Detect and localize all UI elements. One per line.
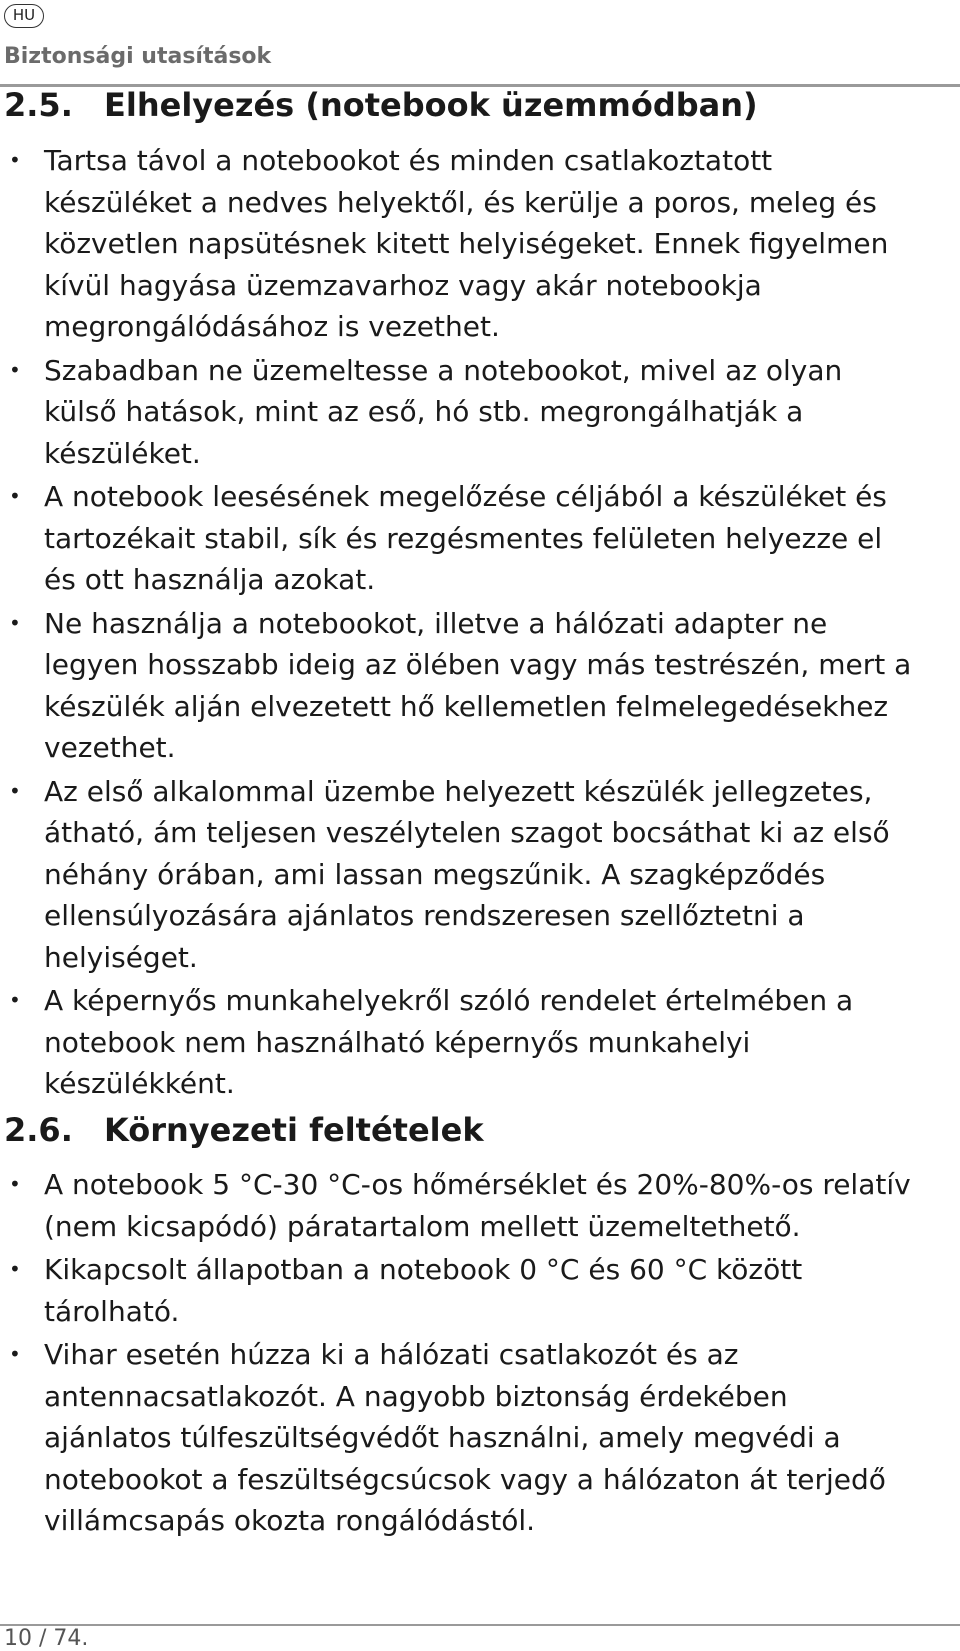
list-item <box>0 980 960 1105</box>
list-item <box>0 771 960 979</box>
header-title: Biztonsági utasítások <box>4 44 272 69</box>
list-item-text: Az első alkalommal üzembe helyezett készülék jellegzetes, átható, ám teljesen veszélytelen szagot bocsáthat ki az első néhány órában, ami lassan megszűnik. A szagképződés ellensúlyozására ajánlatos rendszeresen szellőztetni a helyiséget. <box>44 774 890 974</box>
bullet-icon: • <box>9 610 21 635</box>
list-item-text: Szabadban ne üzemeltesse a notebookot, mivel az olyan külső hatások, mint az eső, hó stb. megrongálhatják a készüléket. <box>44 353 843 470</box>
bullet-icon: • <box>9 778 21 803</box>
bullet-icon: • <box>9 988 21 1012</box>
section-title: Környezeti feltételek <box>104 1111 484 1149</box>
bullet-icon: • <box>9 1172 21 1196</box>
list-item <box>0 1334 960 1542</box>
section-heading-environment <box>4 1111 484 1149</box>
list-item-text: Vihar esetén húzza ki a hálózati csatlakozót és az antennacsatlakozót. A nagyobb biztonság érdekében ajánlatos túlfeszültségvédőt használni, amely megvédi a notebookot a feszültségcsúcsok vagy a hálózaton át terjedő villámcsapás okozta rongálódástól. <box>44 1338 886 1537</box>
list-item <box>0 603 960 769</box>
bullet-icon: • <box>9 1342 21 1366</box>
placement-bullet-list <box>0 140 960 1107</box>
bullet-icon: • <box>9 1257 21 1281</box>
section-number: 2.5. <box>4 86 73 124</box>
list-item-text: A notebook leesésének megelőzése céljából a készüléket és tartozékait stabil, sík és rezgésmentes felületen helyezze el és ott használja azokat. <box>44 480 887 596</box>
list-item <box>0 1249 960 1332</box>
list-item <box>0 476 960 601</box>
list-item <box>0 140 960 348</box>
footer-divider <box>0 1624 960 1626</box>
list-item-text: A képernyős munkahelyekről szóló rendelet értelmében a notebook nem használható képernyős munkahelyi készülékként. <box>44 984 854 1100</box>
list-item-text: Kikapcsolt állapotban a notebook 0 °C és 60 °C között tárolható. <box>44 1253 803 1328</box>
bullet-icon: • <box>9 357 21 382</box>
list-item-text: A notebook 5 °C-30 °C-os hőmérséklet és 20%-80%-os relatív (nem kicsapódó) páratartalom mellett üzemeltethető. <box>44 1168 911 1243</box>
environment-bullet-list <box>0 1164 960 1544</box>
bullet-icon: • <box>9 484 21 508</box>
list-item-text: Tartsa távol a notebookot és minden csatlakoztatott készüléket a nedves helyektől, és kerülje a poros, meleg és közvetlen napsütésnek kitett helyiségeket. Ennek figyelmen kívül hagyása üzemzavarhoz vagy akár notebookja megrongálódásához is vezethet. <box>44 144 889 343</box>
section-title: Elhelyezés (notebook üzemmódban) <box>104 86 758 124</box>
section-number: 2.6. <box>4 1111 73 1149</box>
page-number: 10 / 74. <box>4 1626 89 1651</box>
bullet-icon: • <box>9 148 21 172</box>
list-item <box>0 350 960 475</box>
list-item <box>0 1164 960 1247</box>
section-heading-placement <box>4 86 758 124</box>
language-badge: HU <box>4 4 44 28</box>
list-item-text: Ne használja a notebookot, illetve a hálózati adapter ne legyen hosszabb ideig az ölében vagy más testrészén, mert a készülék alján elvezetett hő kellemetlen felmelegedésekhez vezethet. <box>44 606 912 764</box>
